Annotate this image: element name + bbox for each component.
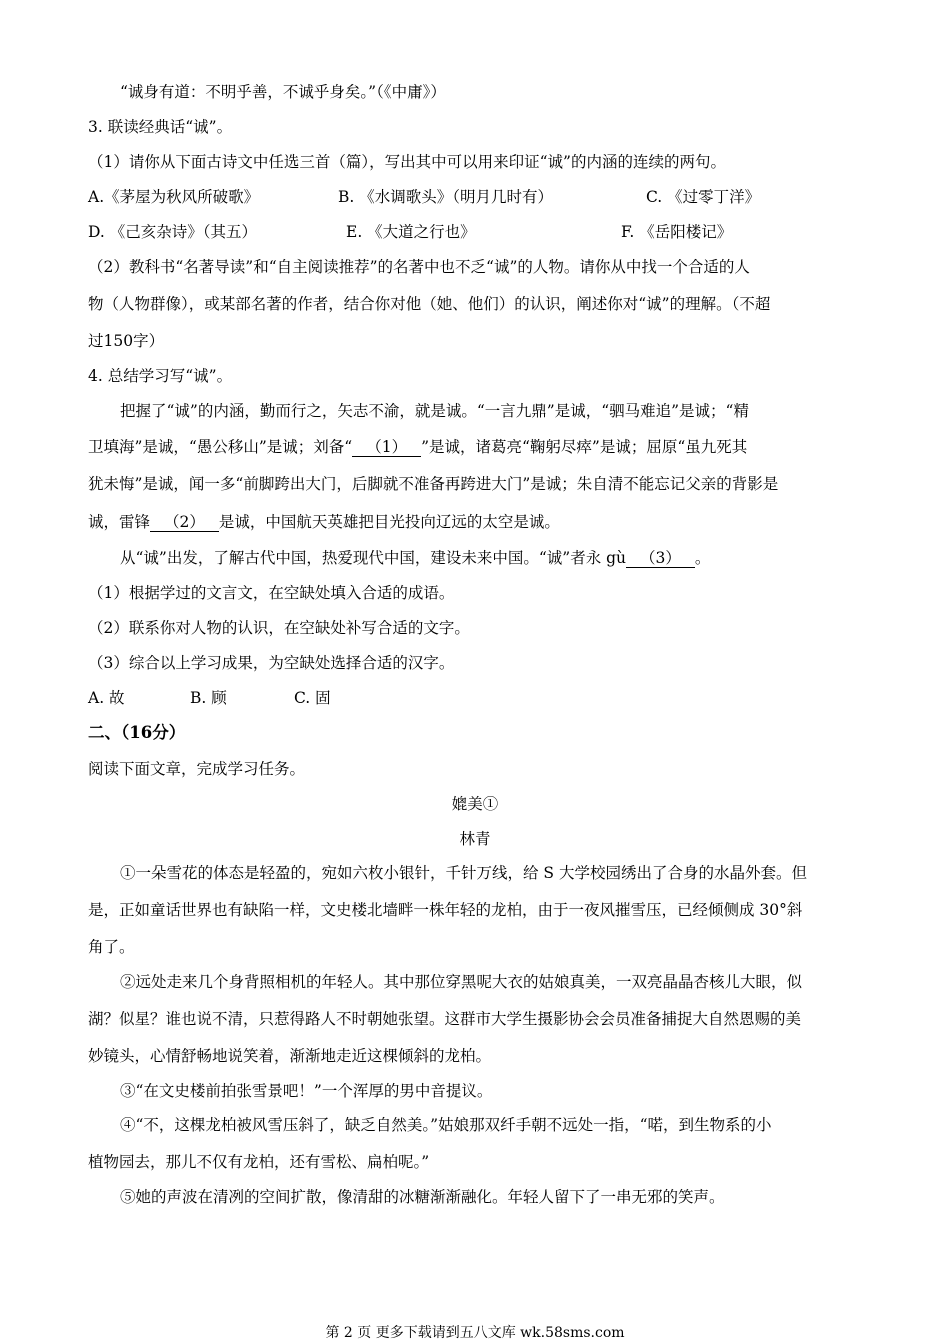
blank-2: （2） <box>150 513 219 532</box>
text-segment: 卫填海”是诚，“愚公移山”是诚；刘备“ <box>88 438 353 456</box>
paragraph-line: 把握了“诚”的内涵，勤而行之，矢志不渝，就是诚。“一言九鼎”是诚，“驷马难追”是诚；“精 <box>120 402 749 420</box>
paragraph-line <box>88 437 747 457</box>
section-2-heading: 二、（16分） <box>88 723 186 742</box>
article-paragraph-2: ②远处走来几个身背照相机的年轻人。其中那位穿黑呢大衣的姑娘真美，一双亮晶晶杏核儿大眼，似 <box>120 973 803 991</box>
question-3-sub2-line: 物（人物群像），或某部名著的作者，结合你对他（她、他们）的认识，阐述你对“诚”的理解。（不超 <box>88 295 771 313</box>
question-4-sub3: （3）综合以上学习成果，为空缺处选择合适的汉字。 <box>88 654 455 672</box>
article-paragraph-4: ④“不，这棵龙柏被风雪压斜了，缺乏自然美。”姑娘那双纤手朝不远处一指，“喏，到生物系的小 <box>120 1116 772 1134</box>
option-b: B. 《水调歌头》（明月几时有） <box>338 188 553 206</box>
question-4-sub2: （2）联系你对人物的认识，在空缺处补写合适的文字。 <box>88 619 470 637</box>
question-3-title: 3. 联读经典话“诚”。 <box>88 118 233 136</box>
text-segment: ”是诚，诸葛亮“鞠躬尽瘁”是诚；屈原“虽九死其 <box>421 438 748 456</box>
question-4-sub1: （1）根据学过的文言文，在空缺处填入合适的成语。 <box>88 584 455 602</box>
text-segment: 。 <box>694 549 711 567</box>
quote-line: “诚身有道：不明乎善，不诚乎身矣。”（《中庸》） <box>120 83 446 101</box>
article-paragraph-1: 角了。 <box>88 938 135 956</box>
article-paragraph-2: 湖？似星？谁也说不清，只惹得路人不时朝她张望。这群市大学生摄影协会会员准备捕捉大自然恩赐的美 <box>88 1010 802 1028</box>
option-c: C. 《过零丁洋》 <box>646 188 761 206</box>
option-e: E. 《大道之行也》 <box>346 223 476 241</box>
blank-3: （3） <box>626 549 695 568</box>
paragraph-line <box>88 512 560 532</box>
section-2-instruction: 阅读下面文章，完成学习任务。 <box>88 760 306 778</box>
question-4-title: 4. 总结学习写“诚”。 <box>88 367 233 385</box>
article-paragraph-2: 妙镜头，心情舒畅地说笑着，渐渐地走近这棵倾斜的龙柏。 <box>88 1047 492 1065</box>
article-paragraph-4: 植物园去，那儿不仅有龙柏，还有雪松、扁柏呢。” <box>88 1153 430 1171</box>
option-f: F. 《岳阳楼记》 <box>621 223 733 241</box>
option-a: A.《茅屋为秋风所破歌》 <box>88 188 260 206</box>
article-paragraph-5: ⑤她的声波在清冽的空间扩散，像清甜的冰糖渐渐融化。年轻人留下了一串无邪的笑声。 <box>120 1188 725 1206</box>
blank-1: （1） <box>352 438 421 457</box>
choice-c: C. 固 <box>294 689 331 707</box>
question-3-sub2-line: （2）教科书“名著导读”和“自主阅读推荐”的名著中也不乏“诚”的人物。请你从中找一个合适的人 <box>88 258 750 276</box>
question-3-sub2-line: 过150字） <box>88 332 165 350</box>
paragraph-line <box>120 548 710 568</box>
text-segment: 是诚，中国航天英雄把目光投向辽远的太空是诚。 <box>218 513 560 531</box>
text-segment: 诚，雷锋 <box>88 513 151 531</box>
question-3-sub1: （1）请你从下面古诗文中任选三首（篇），写出其中可以用来印证“诚”的内涵的连续的两句。 <box>88 153 726 171</box>
article-title: 媲美① <box>451 795 499 813</box>
article-paragraph-1: ①一朵雪花的体态是轻盈的，宛如六枚小银针，千针万线，给 S 大学校园绣出了合身的水晶外套。但 <box>120 864 807 882</box>
choice-a: A. 故 <box>88 689 125 707</box>
article-author: 林青 <box>459 830 491 848</box>
article-paragraph-1: 是，正如童话世界也有缺陷一样，文史楼北墙畔一株年轻的龙柏，由于一夜风摧雪压，已经倾侧成 30°斜 <box>88 901 803 919</box>
choice-b: B. 顾 <box>190 689 227 707</box>
text-segment: 从“诚”出发，了解古代中国，热爱现代中国，建设未来中国。“诚”者永 gù <box>120 549 627 567</box>
option-d: D. 《己亥杂诗》（其五） <box>88 223 257 241</box>
page-footer: 第 2 页 更多下载请到五八文库 wk.58sms.com <box>325 1325 625 1341</box>
article-paragraph-3: ③“在文史楼前拍张雪景吧！”一个浑厚的男中音提议。 <box>120 1082 493 1100</box>
paragraph-line: 犹未悔”是诚，闻一多“前脚跨出大门，后脚就不准备再跨进大门”是诚；朱自清不能忘记父亲的背影是 <box>88 475 779 493</box>
